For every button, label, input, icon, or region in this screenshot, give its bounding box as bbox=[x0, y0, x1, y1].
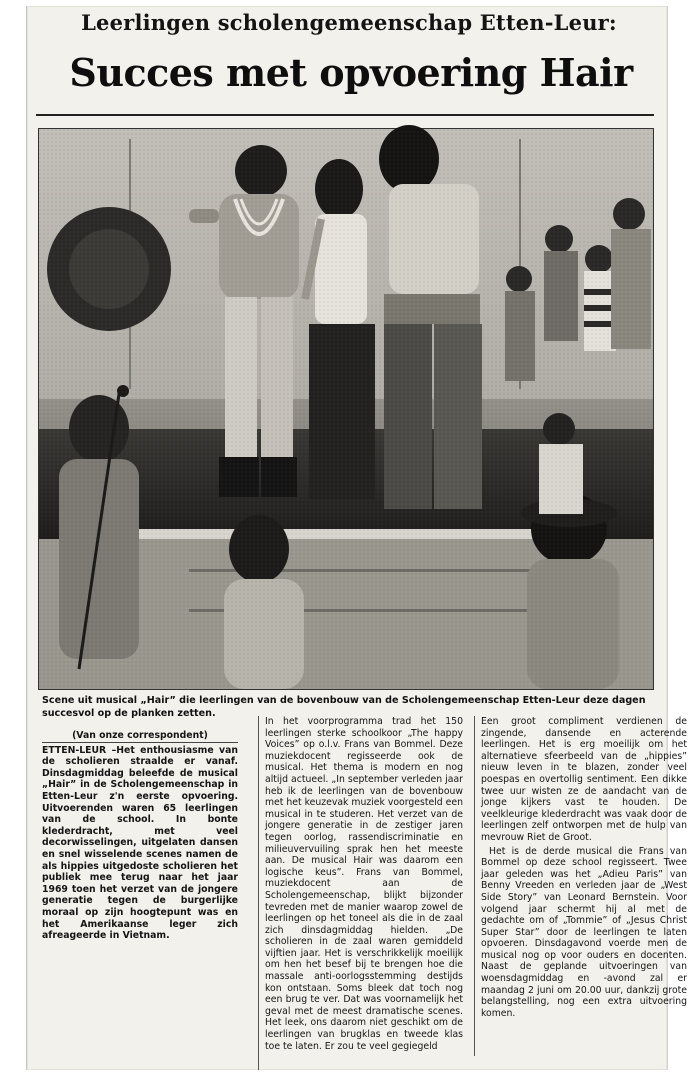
column-2-text: In het voorprogramma trad het 150 leerlingen sterke schoolkoor „The happy Voices” op o.l.v. Frans van Bommel. Deze muziekdocent regisseerde ook de musical. Het thema is modern en nog altijd actueel. „In september verleden jaar heb ik de leerlingen van de bovenbouw met het keuzevak muziek voorgesteld een musical in te studeren. Het verzet van de jongere generatie in de zestiger jaren tegen oorlog, rassendiscriminatie en milieuvervuiling sprak hen het meeste aan. De musical Hair was daarom een logische keus”. Frans van Bommel, muziekdocent aan de Scholengemeenschap, blijkt bijzonder tevreden met de manier waarop zowel de leerlingen op het toneel als die in de zaal zich dinsdagmiddag hielden. „De scholieren in de zaal waren gemiddeld vijftien jaar. Het is verschrikkelijk moeilijk om hen het besef bij te brengen hoe die massale anti-oorlogsstemming destijds kon ontstaan. Soms bleek dat toch nog een brug te ver. Dat was voornamelijk het geval met de meest dramatische scenes. Het leek, ons daarom niet geschikt om de leerlingen van brugklas en tweede klas toe te laten. Er zou te veel gegiegeld bbox=[265, 716, 463, 1052]
article-kicker: Leerlingen scholengemeenschap Etten-Leur: bbox=[81, 10, 617, 35]
headline-rule bbox=[36, 114, 654, 116]
stage-performance-photo bbox=[38, 128, 654, 690]
column-1-text: –Het enthousiasme van de scholieren straalde er vanaf. Dinsdagmiddag beleefde de musical „Hair” in de Scholengemeenschap in Etten-Leur z'n eerste opvoering. Uitvoerenden waren 65 leerlingen van de school. In bonte klederdracht, met veel decorwisselingen, uitgelaten dansen en snel wisselende scenes namen de als hippies uitgedoste scholieren het publiek mee terug naar het jaar 1969 toen het verzet van de jongere generatie tegen de burgerlijke moraal op zijn hoogtepunt was en het Amerikaanse leger zich afreageerde in Vietnam. bbox=[42, 744, 238, 942]
photo-illustration bbox=[39, 129, 653, 689]
dateline: ETTEN-LEUR bbox=[42, 744, 107, 756]
photo-caption: Scene uit musical „Hair” die leerlingen van de bovenbouw van de Scholengemeenschap Etten-Leur deze dagen succesvol op de planken zetten. bbox=[42, 695, 646, 719]
column-3-paragraph-1: Een groot compliment verdienen de zingende, dansende en acterende leerlingen. Het is erg moeilijk om het alternatieve sfeerbeeld van de „hippies” nieuw leven in te blazen, zonder veel poespas en overtollig sentiment. Een dikke twee uur wisten ze de aandacht van de jonge kijkers vast te houden. De veelkleurige klederdracht was vaak door de leerlingen zelf ontworpen met de hulp van mevrouw Riet de Groot. bbox=[481, 716, 687, 843]
byline: (Van onze correspondent) bbox=[42, 730, 238, 743]
column-3-paragraph-2: Het is de derde musical die Frans van Bommel op deze school regisseert. Twee jaar geleden was het „Adieu Paris” van Benny Vreeden en verleden jaar de „West Side Story” van Leonard Bernstein. Voor volgend jaar schermt hij al met de gedachte om of „Tommie” of „Jesus Christ Super Star” door de leerlingen te laten opvoeren. Dinsdagavond voerde men de musical nog op voor ouders en docenten. Naast de geplande uitvoeringen van woensdagmiddag en -avond zal er maandag 2 juni om 20.00 uur, dankzij grote belangstelling, nog een extra uitvoering komen. bbox=[481, 845, 687, 1019]
article-column-1 bbox=[42, 730, 238, 942]
article-column-2 bbox=[258, 716, 463, 1070]
article-headline: Succes met opvoering Hair bbox=[69, 50, 633, 95]
article-column-3 bbox=[474, 716, 687, 1056]
